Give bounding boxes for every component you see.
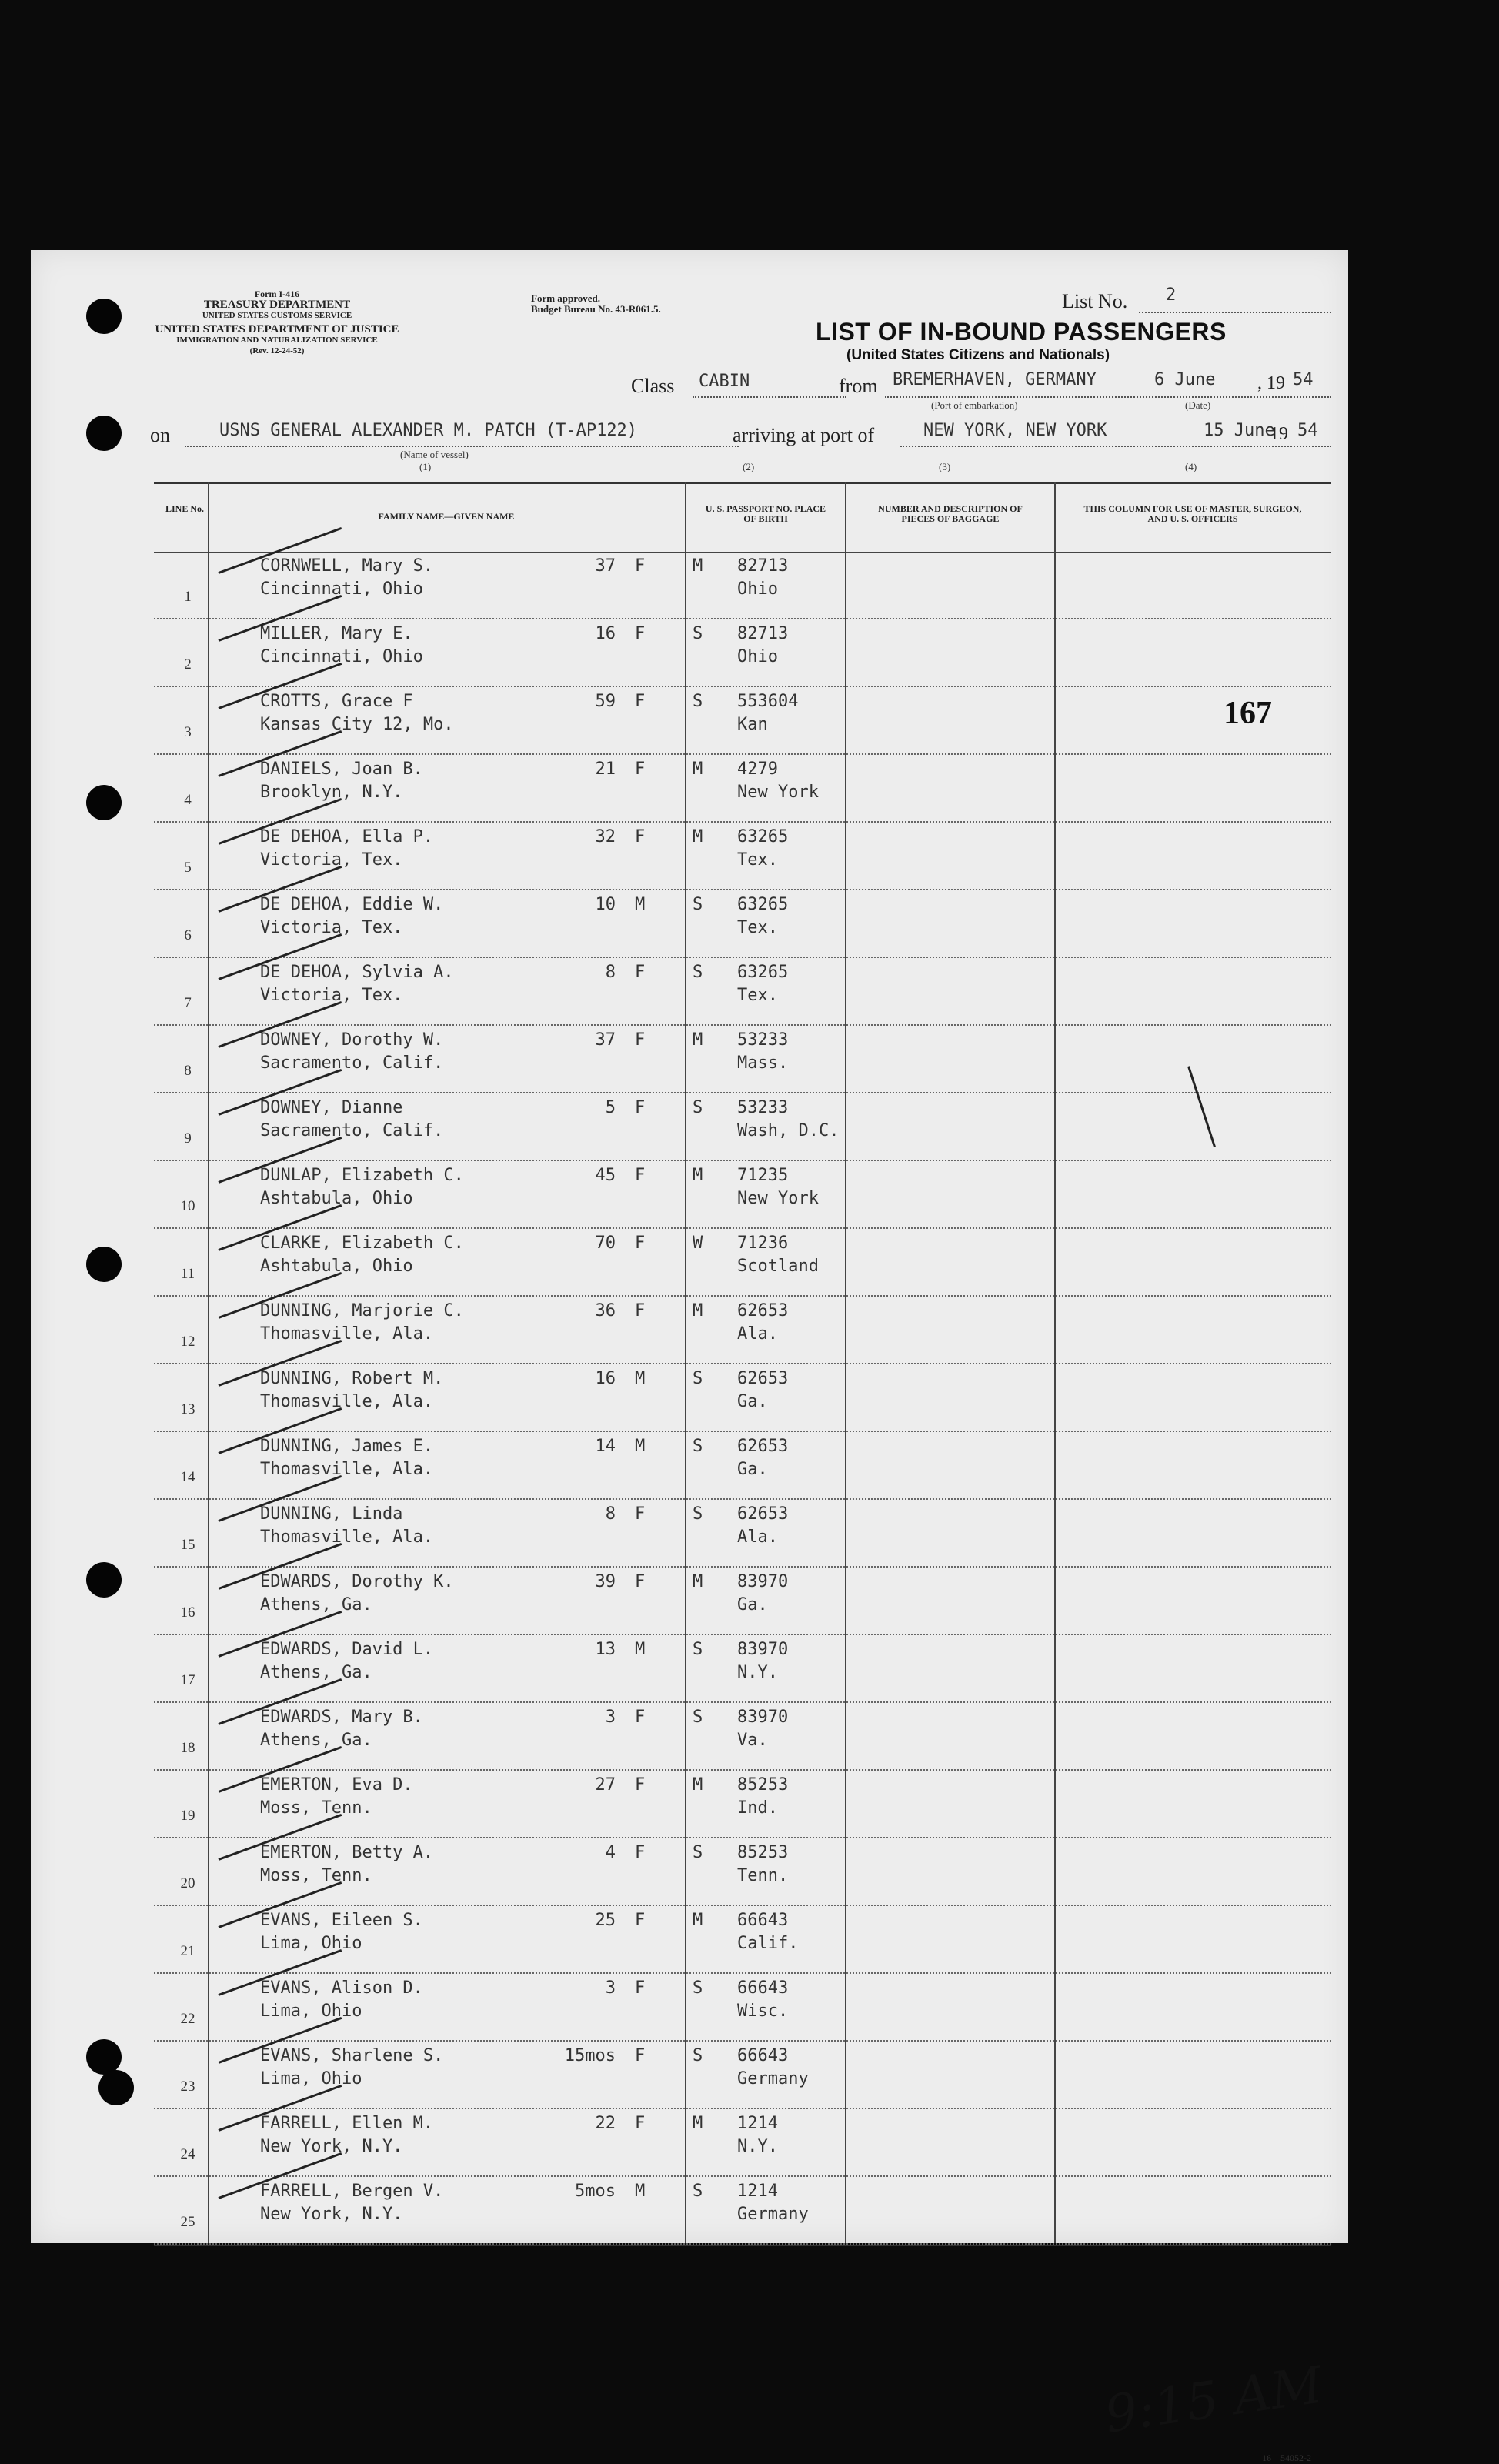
marital-status: S [693, 963, 703, 982]
line-number: 20 [180, 1875, 195, 1891]
marital-status: M [693, 1572, 703, 1591]
table-row [154, 1974, 1331, 2042]
line-number: 14 [180, 1469, 195, 1485]
residence: Athens, Ga. [260, 1731, 372, 1750]
table-row [154, 687, 1331, 755]
place-of-birth: Tex. [737, 986, 778, 1005]
marital-status: M [693, 1911, 703, 1930]
sex: M [635, 2182, 646, 2201]
port-embarkation-caption: (Port of embarkation) [931, 399, 1018, 411]
residence: Lima, Ohio [260, 2069, 362, 2088]
col-header-name: FAMILY NAME—GIVEN NAME [378, 511, 515, 522]
embarkation-port: BREMERHAVEN, GERMANY [893, 370, 1097, 389]
place-of-birth: Calif. [737, 1934, 799, 1953]
marital-status: W [693, 1234, 703, 1253]
treasury-label: TREASURY DEPARTMENT [203, 299, 351, 311]
line-number: 5 [184, 860, 192, 876]
marital-status: S [693, 1708, 703, 1727]
table-row [154, 1026, 1331, 1093]
caption-1: (1) [419, 461, 432, 472]
place-of-birth: Ga. [737, 1392, 768, 1411]
sex: F [635, 1911, 646, 1930]
sex: F [635, 624, 646, 643]
age: 14 [595, 1437, 616, 1456]
line-number: 10 [180, 1198, 195, 1214]
table-row [154, 890, 1331, 958]
from-year-prefix: , 19 [1257, 373, 1285, 393]
passenger-name: EVANS, Sharlene S. [260, 2046, 444, 2065]
line-number: 11 [180, 1266, 195, 1282]
age: 70 [595, 1234, 616, 1253]
residence: Thomasville, Ala. [260, 1460, 434, 1479]
place-of-birth: New York [737, 783, 819, 802]
age: 3 [605, 1978, 616, 1998]
table-row [154, 1703, 1331, 1771]
marital-status: S [693, 895, 703, 914]
place-of-birth: Germany [737, 2069, 809, 2088]
row-divider [154, 2243, 1331, 2245]
sex: F [635, 760, 646, 779]
passenger-name: CROTTS, Grace F [260, 692, 413, 711]
sex: F [635, 827, 646, 846]
binder-hole [86, 785, 122, 820]
residence: Brooklyn, N.Y. [260, 783, 403, 802]
place-of-birth: Ala. [737, 1324, 778, 1344]
class-underline [693, 396, 846, 398]
passport-number: 4279 [737, 760, 778, 779]
residence: New York, N.Y. [260, 2205, 403, 2224]
list-no-underline [1139, 312, 1331, 313]
embarkation-year: 54 [1293, 370, 1314, 389]
residence: Lima, Ohio [260, 2002, 362, 2021]
line-number: 15 [180, 1537, 195, 1553]
marital-status: S [693, 692, 703, 711]
ins-label: IMMIGRATION AND NATURALIZATION SERVICE [176, 336, 378, 345]
age: 25 [595, 1911, 616, 1930]
passenger-name: FARRELL, Bergen V. [260, 2182, 444, 2201]
passport-number: 82713 [737, 556, 789, 576]
binder-hole [86, 416, 122, 451]
passenger-name: CORNWELL, Mary S. [260, 556, 434, 576]
passenger-name: DUNNING, Marjorie C. [260, 1301, 464, 1320]
line-number: 13 [180, 1401, 195, 1417]
line-number: 24 [180, 2146, 195, 2162]
sex: F [635, 963, 646, 982]
age: 37 [595, 556, 616, 576]
passport-number: 66643 [737, 1978, 789, 1998]
from-underline [885, 396, 1331, 398]
marital-status: M [693, 1030, 703, 1050]
residence: Kansas City 12, Mo. [260, 715, 454, 734]
sex: M [635, 1369, 646, 1388]
sex: F [635, 2114, 646, 2133]
residence: Thomasville, Ala. [260, 1324, 434, 1344]
col-header-passport: U. S. PASSPORT NO. PLACE OF BIRTH [705, 503, 826, 524]
line-number: 25 [180, 2214, 195, 2230]
age: 59 [595, 692, 616, 711]
age: 27 [595, 1775, 616, 1795]
place-of-birth: Ohio [737, 647, 778, 666]
vessel-underline [185, 446, 739, 447]
residence: Ashtabula, Ohio [260, 1189, 413, 1208]
residence: Athens, Ga. [260, 1663, 372, 1682]
arrival-underline [900, 446, 1331, 447]
place-of-birth: Tex. [737, 918, 778, 937]
age: 16 [595, 1369, 616, 1388]
residence: Victoria, Tex. [260, 918, 403, 937]
passenger-name: EVANS, Eileen S. [260, 1911, 423, 1930]
embarkation-date: 6 June [1154, 370, 1216, 389]
passport-number: 66643 [737, 2046, 789, 2065]
marital-status: S [693, 1978, 703, 1998]
line-number: 17 [180, 1672, 195, 1688]
place-of-birth: Germany [737, 2205, 809, 2224]
binder-hole [86, 1562, 122, 1598]
table-row [154, 2042, 1331, 2109]
sex: F [635, 692, 646, 711]
passenger-name: DUNNING, James E. [260, 1437, 434, 1456]
passenger-name: CLARKE, Elizabeth C. [260, 1234, 464, 1253]
customs-label: UNITED STATES CUSTOMS SERVICE [202, 311, 352, 320]
passport-number: 71236 [737, 1234, 789, 1253]
binder-hole [86, 1247, 122, 1282]
passport-number: 553604 [737, 692, 799, 711]
age: 16 [595, 624, 616, 643]
sex: F [635, 1166, 646, 1185]
document-subtitle: (United States Citizens and Nationals) [846, 347, 1110, 363]
residence: Thomasville, Ala. [260, 1527, 434, 1547]
table-row [154, 552, 1331, 619]
line-number: 21 [180, 1943, 195, 1959]
passenger-name: DE DEHOA, Eddie W. [260, 895, 444, 914]
table-row [154, 619, 1331, 687]
passport-number: 83970 [737, 1640, 789, 1659]
binder-hole [98, 2070, 134, 2105]
passenger-name: DUNNING, Linda [260, 1504, 403, 1524]
passport-number: 53233 [737, 1098, 789, 1117]
passport-number: 63265 [737, 895, 789, 914]
arrival-date: 15 June [1204, 421, 1275, 440]
marital-status: M [693, 827, 703, 846]
age: 21 [595, 760, 616, 779]
table-row [154, 1093, 1331, 1161]
line-number: 9 [184, 1130, 192, 1147]
age: 15mos [564, 2046, 616, 2065]
place-of-birth: Ohio [737, 579, 778, 599]
passport-number: 83970 [737, 1708, 789, 1727]
table-row [154, 755, 1331, 823]
age: 22 [595, 2114, 616, 2133]
passport-number: 62653 [737, 1301, 789, 1320]
marital-status: M [693, 556, 703, 576]
caption-4: (4) [1185, 461, 1197, 472]
passport-number: 85253 [737, 1843, 789, 1862]
sex: M [635, 1437, 646, 1456]
sex: F [635, 1098, 646, 1117]
passenger-name: EMERTON, Betty A. [260, 1843, 434, 1862]
date-caption: (Date) [1185, 399, 1211, 411]
vessel-name: USNS GENERAL ALEXANDER M. PATCH (T-AP122) [219, 421, 638, 440]
table-row [154, 1568, 1331, 1635]
document-title: LIST OF IN-BOUND PASSENGERS [816, 318, 1227, 346]
place-of-birth: N.Y. [737, 1663, 778, 1682]
col-header-line-no: LINE No. [165, 503, 204, 514]
residence: Athens, Ga. [260, 1595, 372, 1614]
line-number: 8 [184, 1063, 192, 1079]
residence: Moss, Tenn. [260, 1866, 372, 1885]
table-row [154, 1161, 1331, 1229]
place-of-birth: Kan [737, 715, 768, 734]
place-of-birth: Ga. [737, 1460, 768, 1479]
residence: Ashtabula, Ohio [260, 1257, 413, 1276]
sex: F [635, 1708, 646, 1727]
age: 45 [595, 1166, 616, 1185]
residence: New York, N.Y. [260, 2137, 403, 2156]
manifest-sheet [31, 250, 1348, 2463]
col-header-baggage: NUMBER AND DESCRIPTION OF PIECES OF BAGGAGE [878, 503, 1023, 524]
table-row [154, 958, 1331, 1026]
line-number: 19 [180, 1808, 195, 1824]
table-row [154, 1906, 1331, 1974]
passport-number: 62653 [737, 1504, 789, 1524]
line-number: 7 [184, 995, 192, 1011]
residence: Victoria, Tex. [260, 850, 403, 870]
passenger-name: DUNLAP, Elizabeth C. [260, 1166, 464, 1185]
passenger-name: FARRELL, Ellen M. [260, 2114, 434, 2133]
passport-number: 66643 [737, 1911, 789, 1930]
passenger-name: EDWARDS, David L. [260, 1640, 434, 1659]
list-no-label: List No. [1062, 290, 1128, 312]
residence: Sacramento, Calif. [260, 1121, 444, 1140]
sex: F [635, 1234, 646, 1253]
table-row [154, 823, 1331, 890]
budget-label: Budget Bureau No. 43-R061.5. [531, 303, 661, 315]
age: 8 [605, 963, 616, 982]
line-number: 12 [180, 1334, 195, 1350]
passport-number: 1214 [737, 2114, 778, 2133]
sex: F [635, 1030, 646, 1050]
justice-label: UNITED STATES DEPARTMENT OF JUSTICE [155, 323, 399, 336]
passenger-name: DOWNEY, Dorothy W. [260, 1030, 444, 1050]
sex: F [635, 1301, 646, 1320]
form-footer-number: 16—54052-2 [1262, 2452, 1311, 2463]
place-of-birth: Scotland [737, 1257, 819, 1276]
place-of-birth: Ga. [737, 1595, 768, 1614]
sex: M [635, 1640, 646, 1659]
passenger-name: EVANS, Alison D. [260, 1978, 423, 1998]
on-label: on [150, 424, 170, 446]
passport-number: 53233 [737, 1030, 789, 1050]
sex: F [635, 556, 646, 576]
passport-number: 63265 [737, 963, 789, 982]
marital-status: S [693, 624, 703, 643]
line-number: 2 [184, 656, 192, 673]
table-row [154, 2177, 1331, 2245]
age: 13 [595, 1640, 616, 1659]
arriving-label: arriving at port of [733, 424, 875, 446]
sex: F [635, 1775, 646, 1795]
line-number: 3 [184, 724, 192, 740]
line-number: 18 [180, 1740, 195, 1756]
table-row [154, 1635, 1331, 1703]
line-number: 16 [180, 1604, 195, 1621]
table-row [154, 1500, 1331, 1568]
place-of-birth: N.Y. [737, 2137, 778, 2156]
marital-status: S [693, 1843, 703, 1862]
place-of-birth: Va. [737, 1731, 768, 1750]
arrival-year-prefix: 19 [1270, 424, 1288, 444]
place-of-birth: Ala. [737, 1527, 778, 1547]
table-row [154, 1297, 1331, 1364]
marital-status: S [693, 2046, 703, 2065]
age: 32 [595, 827, 616, 846]
passport-number: 85253 [737, 1775, 789, 1795]
passenger-name: EMERTON, Eva D. [260, 1775, 413, 1795]
form-approved-label: Form approved. [531, 292, 601, 304]
marital-status: M [693, 1301, 703, 1320]
col-header-officers: THIS COLUMN FOR USE OF MASTER, SURGEON, AND U. S. OFFICERS [1083, 503, 1302, 524]
table-row [154, 1229, 1331, 1297]
residence: Victoria, Tex. [260, 986, 403, 1005]
residence: Moss, Tenn. [260, 1798, 372, 1818]
agency-block [146, 289, 408, 356]
passenger-name: DOWNEY, Dianne [260, 1098, 403, 1117]
residence: Cincinnati, Ohio [260, 579, 423, 599]
age: 5mos [575, 2182, 616, 2201]
class-label: Class [631, 375, 675, 397]
line-number: 22 [180, 2011, 195, 2027]
passport-number: 63265 [737, 827, 789, 846]
age: 3 [605, 1708, 616, 1727]
age: 39 [595, 1572, 616, 1591]
line-number: 23 [180, 2078, 195, 2095]
passenger-name: EDWARDS, Mary B. [260, 1708, 423, 1727]
passenger-name: EDWARDS, Dorothy K. [260, 1572, 454, 1591]
place-of-birth: New York [737, 1189, 819, 1208]
arrival-year: 54 [1297, 421, 1318, 440]
passenger-name: MILLER, Mary E. [260, 624, 413, 643]
residence: Sacramento, Calif. [260, 1053, 444, 1073]
sex: F [635, 1572, 646, 1591]
marital-status: S [693, 1437, 703, 1456]
marital-status: S [693, 1098, 703, 1117]
marital-status: S [693, 2182, 703, 2201]
age: 8 [605, 1504, 616, 1524]
line-number: 1 [184, 589, 192, 605]
table-row [154, 1432, 1331, 1500]
age: 36 [595, 1301, 616, 1320]
place-of-birth: Tenn. [737, 1866, 789, 1885]
residence: Thomasville, Ala. [260, 1392, 434, 1411]
sex: F [635, 1504, 646, 1524]
age: 37 [595, 1030, 616, 1050]
place-of-birth: Tex. [737, 850, 778, 870]
binder-hole [86, 299, 122, 334]
sex: M [635, 895, 646, 914]
passenger-name: DE DEHOA, Ella P. [260, 827, 434, 846]
caption-2: (2) [743, 461, 755, 472]
table-row [154, 1771, 1331, 1838]
table-row [154, 1364, 1331, 1432]
from-label: from [839, 375, 878, 397]
class-value: CABIN [699, 372, 750, 391]
sex: F [635, 1843, 646, 1862]
age: 5 [605, 1098, 616, 1117]
marital-status: S [693, 1504, 703, 1524]
passport-number: 1214 [737, 2182, 778, 2201]
passenger-name: DE DEHOA, Sylvia A. [260, 963, 454, 982]
list-no-value: 2 [1166, 285, 1177, 305]
place-of-birth: Wash, D.C. [737, 1121, 840, 1140]
inspector-signature: 9:15 AM [1101, 2355, 1327, 2445]
sex: F [635, 2046, 646, 2065]
place-of-birth: Ind. [737, 1798, 778, 1818]
age: 4 [605, 1843, 616, 1862]
residence: Cincinnati, Ohio [260, 647, 423, 666]
caption-3: (3) [939, 461, 951, 472]
vessel-caption: (Name of vessel) [400, 449, 469, 460]
age: 10 [595, 895, 616, 914]
arrival-port: NEW YORK, NEW YORK [923, 421, 1107, 440]
form-number: Form I-416 [254, 289, 300, 299]
marital-status: M [693, 760, 703, 779]
passport-number: 82713 [737, 624, 789, 643]
passenger-name: DUNNING, Robert M. [260, 1369, 444, 1388]
marital-status: S [693, 1640, 703, 1659]
passport-number: 71235 [737, 1166, 789, 1185]
residence: Lima, Ohio [260, 1934, 362, 1953]
passport-number: 62653 [737, 1369, 789, 1388]
count-stamp: 167 [1224, 696, 1272, 731]
marital-status: M [693, 1166, 703, 1185]
marital-status: S [693, 1369, 703, 1388]
approval-block [531, 293, 731, 315]
passport-number: 83970 [737, 1572, 789, 1591]
place-of-birth: Wisc. [737, 2002, 789, 2021]
revision-label: (Rev. 12-24-52) [249, 346, 305, 356]
marital-status: M [693, 1775, 703, 1795]
place-of-birth: Mass. [737, 1053, 789, 1073]
sex: F [635, 1978, 646, 1998]
line-number: 4 [184, 792, 192, 808]
marital-status: M [693, 2114, 703, 2133]
passenger-name: DANIELS, Joan B. [260, 760, 423, 779]
table-row [154, 2109, 1331, 2177]
line-number: 6 [184, 927, 192, 943]
passport-number: 62653 [737, 1437, 789, 1456]
table-row [154, 1838, 1331, 1906]
